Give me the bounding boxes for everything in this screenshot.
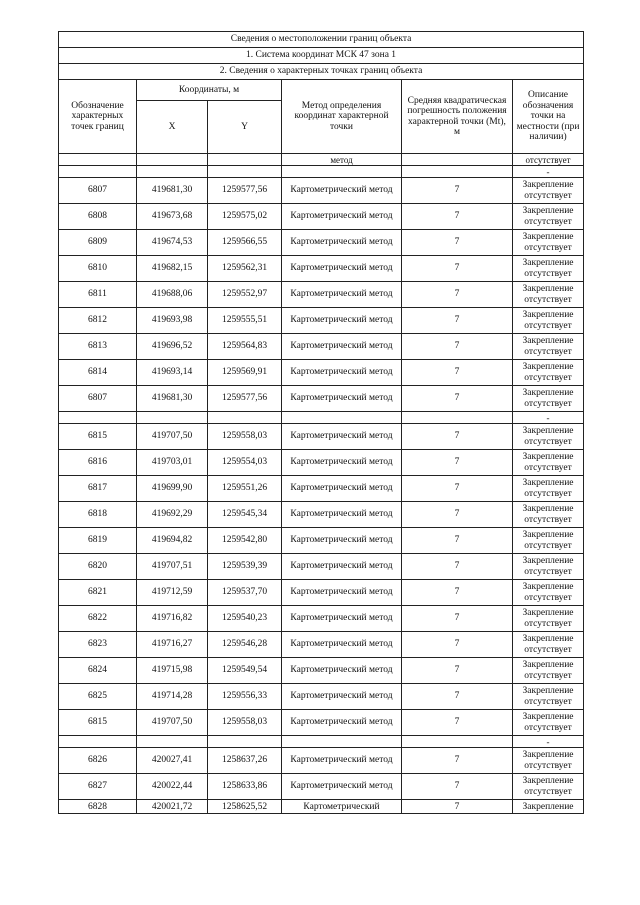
coord-y: 1259540,23 (208, 606, 282, 632)
error-cell: 7 (402, 178, 513, 204)
error-cell: 7 (402, 800, 513, 814)
coord-x: 419712,59 (137, 580, 208, 606)
coord-x: 419707,50 (137, 424, 208, 450)
coord-x: 419714,28 (137, 684, 208, 710)
coord-y: 1258637,26 (208, 748, 282, 774)
error-cell: 7 (402, 204, 513, 230)
table-row (59, 386, 584, 412)
table-row (59, 178, 584, 204)
coord-x: 419694,82 (137, 528, 208, 554)
error-cell: 7 (402, 230, 513, 256)
coord-x: 419682,15 (137, 256, 208, 282)
method-cell: Картометрический метод (282, 450, 402, 476)
separator-mark: - (513, 166, 584, 178)
description-cell: Закрепление отсутствует (513, 256, 584, 282)
error-cell: 7 (402, 386, 513, 412)
coord-x: 419716,27 (137, 632, 208, 658)
description-cell: Закрепление отсутствует (513, 308, 584, 334)
description-cell: Закрепление отсутствует (513, 360, 584, 386)
boundary-points-table (58, 31, 584, 814)
coord-x: 419707,51 (137, 554, 208, 580)
point-id: 6807 (59, 178, 137, 204)
coord-y: 1259558,03 (208, 710, 282, 736)
coord-x: 419681,30 (137, 386, 208, 412)
method-cell: Картометрический метод (282, 204, 402, 230)
table-row (59, 606, 584, 632)
method-cell: Картометрический метод (282, 230, 402, 256)
point-id: 6821 (59, 580, 137, 606)
description-cell: Закрепление отсутствует (513, 684, 584, 710)
method-cell: Картометрический метод (282, 606, 402, 632)
header-x: X (137, 101, 208, 154)
header-coordinates: Координаты, м (137, 80, 282, 101)
coord-x: 419716,82 (137, 606, 208, 632)
header-point: Обозначение характерных точек границ (59, 80, 137, 154)
error-cell: 7 (402, 308, 513, 334)
description-cell: Закрепление отсутствует (513, 774, 584, 800)
coord-x: 419681,30 (137, 178, 208, 204)
point-id: 6824 (59, 658, 137, 684)
coord-y: 1259569,91 (208, 360, 282, 386)
separator-mark: - (513, 412, 584, 424)
method-cell: Картометрический метод (282, 658, 402, 684)
coord-y: 1259577,56 (208, 178, 282, 204)
description-cell: Закрепление отсутствует (513, 658, 584, 684)
error-cell: 7 (402, 632, 513, 658)
table-title: Сведения о местоположении границ объекта (59, 32, 584, 48)
error-cell: 7 (402, 774, 513, 800)
table-row (59, 554, 584, 580)
method-cell: Картометрический метод (282, 178, 402, 204)
table-row (59, 476, 584, 502)
point-id: 6808 (59, 204, 137, 230)
table-row (59, 308, 584, 334)
error-cell: 7 (402, 748, 513, 774)
coord-y: 1259577,56 (208, 386, 282, 412)
error-cell: 7 (402, 282, 513, 308)
description-cell: Закрепление отсутствует (513, 606, 584, 632)
coord-x: 419699,90 (137, 476, 208, 502)
table-row (59, 632, 584, 658)
coord-x: 419674,53 (137, 230, 208, 256)
coord-x: 419673,68 (137, 204, 208, 230)
method-cell: Картометрический метод (282, 580, 402, 606)
point-id: 6817 (59, 476, 137, 502)
carryover-row (59, 154, 584, 166)
method-cell: Картометрический (282, 800, 402, 814)
point-id: 6825 (59, 684, 137, 710)
table-row (59, 710, 584, 736)
point-id: 6827 (59, 774, 137, 800)
description-cell: Закрепление отсутствует (513, 748, 584, 774)
method-cell: Картометрический метод (282, 334, 402, 360)
coord-y: 1259537,70 (208, 580, 282, 606)
error-cell: 7 (402, 424, 513, 450)
method-cell: Картометрический метод (282, 710, 402, 736)
table-row (59, 450, 584, 476)
error-cell: 7 (402, 658, 513, 684)
error-cell: 7 (402, 710, 513, 736)
carryover-method: метод (282, 154, 402, 166)
point-id: 6823 (59, 632, 137, 658)
description-cell: Закрепление отсутствует (513, 424, 584, 450)
error-cell: 7 (402, 606, 513, 632)
method-cell: Картометрический метод (282, 476, 402, 502)
description-cell: Закрепление отсутствует (513, 528, 584, 554)
coord-y: 1259552,97 (208, 282, 282, 308)
method-cell: Картометрический метод (282, 632, 402, 658)
carryover-description: отсутствует (513, 154, 584, 166)
point-id: 6828 (59, 800, 137, 814)
description-cell: Закрепление (513, 800, 584, 814)
coord-x: 419707,50 (137, 710, 208, 736)
method-cell: Картометрический метод (282, 386, 402, 412)
coord-y: 1259549,54 (208, 658, 282, 684)
point-id: 6816 (59, 450, 137, 476)
coord-y: 1259545,34 (208, 502, 282, 528)
error-cell: 7 (402, 450, 513, 476)
method-cell: Картометрический метод (282, 748, 402, 774)
group-separator-row (59, 166, 584, 178)
table-row (59, 334, 584, 360)
coord-x: 419693,14 (137, 360, 208, 386)
description-cell: Закрепление отсутствует (513, 632, 584, 658)
description-cell: Закрепление отсутствует (513, 450, 584, 476)
coord-y: 1259562,31 (208, 256, 282, 282)
coord-y: 1258633,86 (208, 774, 282, 800)
error-cell: 7 (402, 360, 513, 386)
coord-y: 1259556,33 (208, 684, 282, 710)
error-cell: 7 (402, 554, 513, 580)
table-row (59, 204, 584, 230)
header-method: Метод определения координат характерной точки (282, 80, 402, 154)
point-id: 6818 (59, 502, 137, 528)
method-cell: Картометрический метод (282, 528, 402, 554)
method-cell: Картометрический метод (282, 424, 402, 450)
group-separator-row (59, 736, 584, 748)
error-cell: 7 (402, 502, 513, 528)
point-id: 6813 (59, 334, 137, 360)
section-caption: 2. Сведения о характерных точках границ объекта (59, 64, 584, 80)
description-cell: Закрепление отсутствует (513, 710, 584, 736)
method-cell: Картометрический метод (282, 554, 402, 580)
coord-y: 1259554,03 (208, 450, 282, 476)
separator-mark: - (513, 736, 584, 748)
table-row (59, 424, 584, 450)
coord-y: 1259555,51 (208, 308, 282, 334)
coord-x: 419696,52 (137, 334, 208, 360)
coord-x: 419688,06 (137, 282, 208, 308)
table-row (59, 360, 584, 386)
description-cell: Закрепление отсутствует (513, 282, 584, 308)
description-cell: Закрепление отсутствует (513, 554, 584, 580)
coord-y: 1259566,55 (208, 230, 282, 256)
error-cell: 7 (402, 528, 513, 554)
point-id: 6826 (59, 748, 137, 774)
point-id: 6814 (59, 360, 137, 386)
coord-y: 1259546,28 (208, 632, 282, 658)
coordinate-system-caption: 1. Система координат МСК 47 зона 1 (59, 48, 584, 64)
point-id: 6822 (59, 606, 137, 632)
method-cell: Картометрический метод (282, 282, 402, 308)
table-row (59, 230, 584, 256)
coord-y: 1259575,02 (208, 204, 282, 230)
description-cell: Закрепление отсутствует (513, 230, 584, 256)
point-id: 6815 (59, 710, 137, 736)
point-id: 6807 (59, 386, 137, 412)
coord-y: 1259542,80 (208, 528, 282, 554)
table-row (59, 800, 584, 814)
table-row (59, 774, 584, 800)
coord-y: 1259551,26 (208, 476, 282, 502)
table-row (59, 748, 584, 774)
method-cell: Картометрический метод (282, 256, 402, 282)
method-cell: Картометрический метод (282, 774, 402, 800)
point-id: 6811 (59, 282, 137, 308)
coord-x: 419693,98 (137, 308, 208, 334)
description-cell: Закрепление отсутствует (513, 476, 584, 502)
coord-y: 1259558,03 (208, 424, 282, 450)
point-id: 6819 (59, 528, 137, 554)
point-id: 6809 (59, 230, 137, 256)
description-cell: Закрепление отсутствует (513, 580, 584, 606)
coord-x: 420021,72 (137, 800, 208, 814)
point-id: 6820 (59, 554, 137, 580)
table-row (59, 658, 584, 684)
error-cell: 7 (402, 476, 513, 502)
coord-y: 1259564,83 (208, 334, 282, 360)
method-cell: Картометрический метод (282, 360, 402, 386)
coord-x: 419715,98 (137, 658, 208, 684)
error-cell: 7 (402, 256, 513, 282)
coord-y: 1258625,52 (208, 800, 282, 814)
method-cell: Картометрический метод (282, 502, 402, 528)
error-cell: 7 (402, 684, 513, 710)
method-cell: Картометрический метод (282, 684, 402, 710)
description-cell: Закрепление отсутствует (513, 386, 584, 412)
coord-x: 420022,44 (137, 774, 208, 800)
description-cell: Закрепление отсутствует (513, 178, 584, 204)
header-description: Описание обозначения точки на местности (при наличии) (513, 80, 584, 154)
point-id: 6815 (59, 424, 137, 450)
error-cell: 7 (402, 334, 513, 360)
table-row (59, 580, 584, 606)
error-cell: 7 (402, 580, 513, 606)
method-cell: Картометрический метод (282, 308, 402, 334)
table-row (59, 282, 584, 308)
table-row (59, 502, 584, 528)
description-cell: Закрепление отсутствует (513, 334, 584, 360)
header-y: Y (208, 101, 282, 154)
table-row (59, 528, 584, 554)
point-id: 6810 (59, 256, 137, 282)
coord-y: 1259539,39 (208, 554, 282, 580)
header-error: Средняя квадратическая погрешность положения характерной точки (Mt), м (402, 80, 513, 154)
coord-x: 419703,01 (137, 450, 208, 476)
description-cell: Закрепление отсутствует (513, 502, 584, 528)
group-separator-row (59, 412, 584, 424)
point-id: 6812 (59, 308, 137, 334)
table-row (59, 256, 584, 282)
coord-x: 420027,41 (137, 748, 208, 774)
table-row (59, 684, 584, 710)
description-cell: Закрепление отсутствует (513, 204, 584, 230)
coord-x: 419692,29 (137, 502, 208, 528)
